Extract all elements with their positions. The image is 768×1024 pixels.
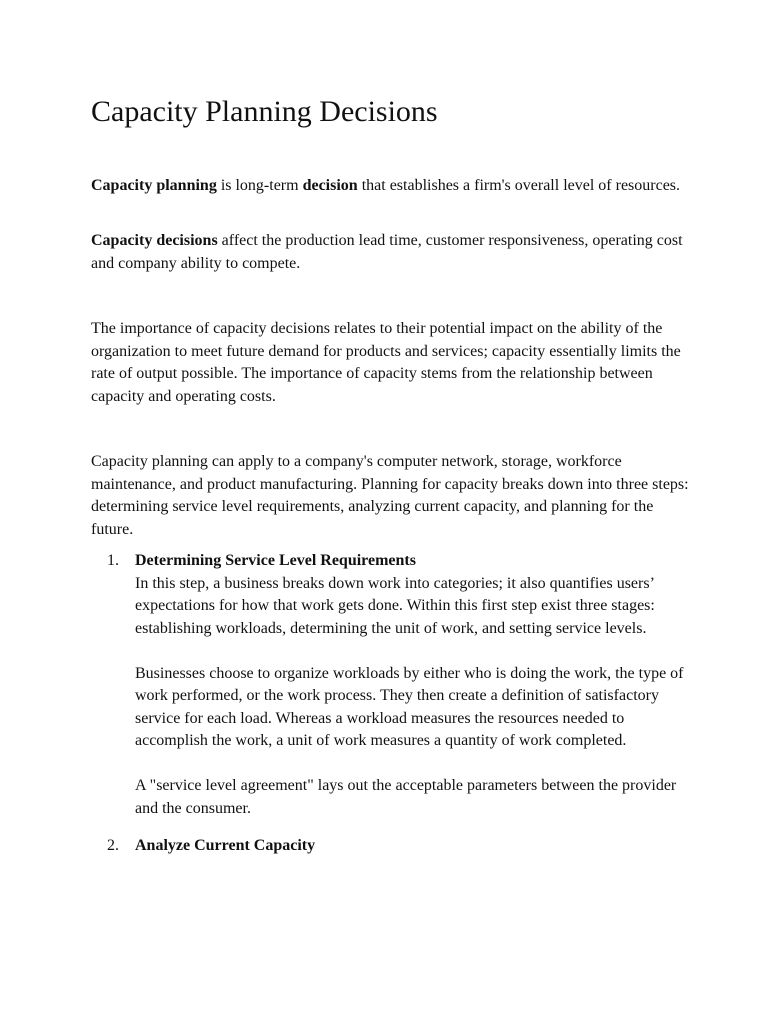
list-item-heading: Analyze Current Capacity bbox=[135, 837, 316, 854]
steps-list bbox=[91, 550, 691, 858]
list-item-paragraph: In this step, a business breaks down work into categories; it also quantifies users’ expectations for how that work gets done. Within this first step exist three stages: establishing workloads, determining the unit of work, and setting service levels. bbox=[135, 574, 655, 637]
paragraph-text: affect the production lead time, customer responsiveness, operating cost and company ability to compete. bbox=[91, 232, 683, 272]
list-number: 1. bbox=[107, 552, 119, 569]
paragraph-applications: Capacity planning can apply to a company's computer network, storage, workforce maintenance, and product manufacturing. Planning for capacity breaks down into three steps: determining service level requirements, analyzing current capacity, and planning for the future. bbox=[91, 453, 689, 538]
term-capacity-decisions: Capacity decisions bbox=[91, 232, 218, 249]
list-item-paragraph: Businesses choose to organize workloads by either who is doing the work, the type of work performed, or the work process. They then create a definition of satisfactory service for each load. Whereas a workload measures the resources needed to accomplish the work, a unit of work measures a quantity of work completed. bbox=[135, 664, 684, 749]
list-number: 2. bbox=[107, 837, 119, 854]
paragraph-importance: The importance of capacity decisions relates to their potential impact on the ability of the organization to meet future demand for products and services; capacity essentially limits the rate of output possible. The importance of capacity stems from the relationship between capacity and operating costs. bbox=[91, 320, 681, 405]
term-capacity-planning: Capacity planning bbox=[91, 177, 217, 194]
paragraph-capacity-decisions bbox=[91, 230, 691, 275]
list-item-heading: Determining Service Level Requirements bbox=[135, 552, 416, 569]
paragraph-capacity-planning-definition bbox=[91, 175, 691, 198]
term-decision: decision bbox=[302, 177, 358, 194]
list-item bbox=[91, 835, 691, 858]
list-item-paragraph: A "service level agreement" lays out the acceptable parameters between the provider and the consumer. bbox=[135, 777, 677, 817]
list-item bbox=[91, 550, 691, 820]
paragraph-text: is long-term bbox=[216, 177, 303, 194]
paragraph-text: that establishes a firm's overall level of resources. bbox=[357, 177, 681, 194]
page-title: Capacity Planning Decisions bbox=[91, 95, 438, 128]
